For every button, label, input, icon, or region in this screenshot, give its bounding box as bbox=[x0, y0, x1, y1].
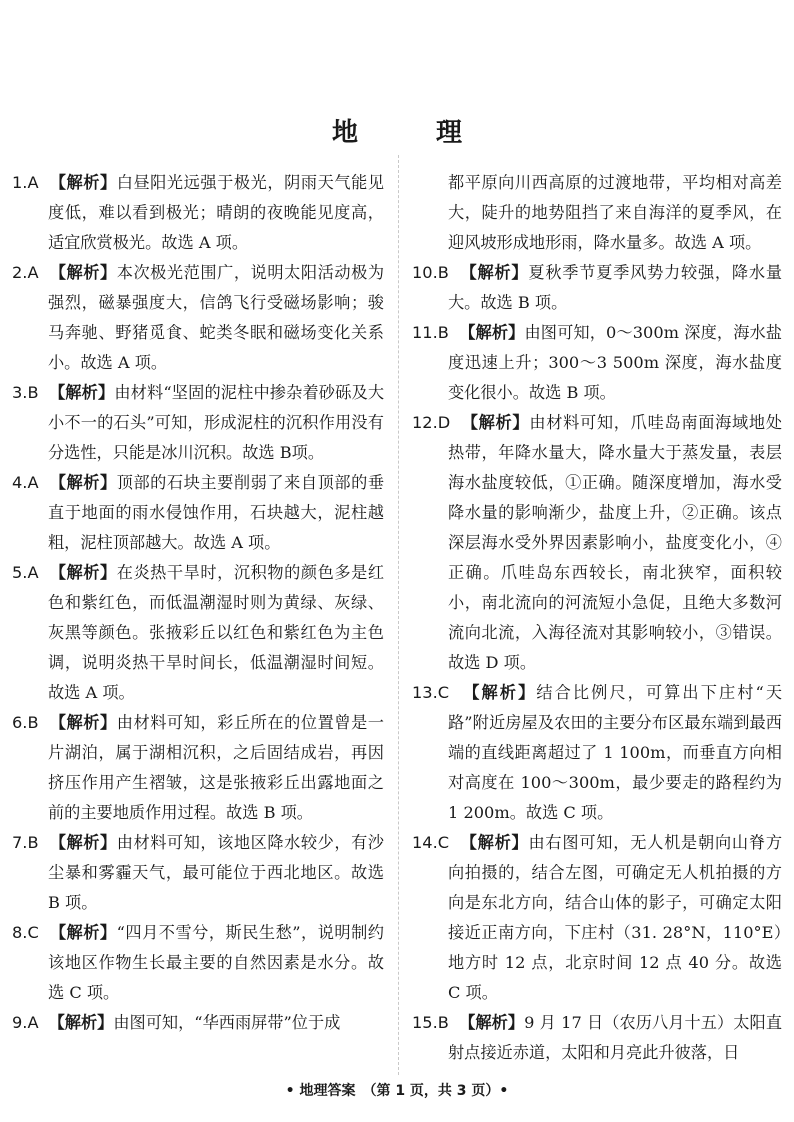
answer-item bbox=[12, 168, 384, 258]
analysis-tag: 【解析】 bbox=[468, 833, 529, 852]
answer-text: 夏秋季节夏季风势力较强，降水量大。故选 B 项。 bbox=[448, 263, 783, 312]
answer-item bbox=[12, 558, 384, 708]
answer-number: 12.D bbox=[412, 413, 451, 432]
analysis-tag: 【解析】 bbox=[57, 833, 117, 852]
answer-number: 8.C bbox=[12, 923, 39, 942]
answer-number: 14.C bbox=[412, 833, 450, 852]
answer-item bbox=[12, 378, 384, 468]
analysis-tag: 【解析】 bbox=[467, 323, 525, 342]
answer-item bbox=[412, 828, 782, 1008]
answer-number: 7.B bbox=[12, 833, 39, 852]
answer-number: 5.A bbox=[12, 563, 39, 582]
analysis-tag: 【解析】 bbox=[471, 683, 537, 702]
analysis-tag: 【解析】 bbox=[468, 263, 529, 282]
answer-text: 由材料“坚固的泥柱中掺杂着砂砾及大小不一的石头”可知，形成泥柱的沉积作用没有分选性，只能是冰川沉积。故选 B项。 bbox=[48, 383, 385, 462]
column-divider bbox=[398, 155, 399, 1075]
analysis-tag: 【解析】 bbox=[467, 1013, 525, 1032]
answer-number: 11.B bbox=[412, 323, 449, 342]
answer-item bbox=[12, 1008, 384, 1038]
answer-number: 10.B bbox=[412, 263, 449, 282]
answer-text: 本次极光范围广，说明太阳活动极为强烈，磁暴强度大，信鸽飞行受磁场影响；骏马奔驰、野猪觅食、蛇类冬眠和磁场变化关系小。故选 A 项。 bbox=[48, 263, 385, 372]
page-footer: • 地理答案 （第 1 页，共 3 页）• bbox=[285, 1083, 509, 1099]
answer-text: 由材料可知，爪哇岛南面海域地处热带，年降水量大，降水量大于蒸发量，表层海水盐度较低，①正确。随深度增加，海水受降水量的影响渐少，盐度上升，②正确。该点深层海水受外界因素影响小，盐度变化小，④正确。爪哇岛东西较长，南北狭窄，面积较小，南北流向的河流短小急促，且绝大多数河流向北流，入海径流对其影响较小，③错误。故选 D 项。 bbox=[448, 413, 783, 672]
answer-item bbox=[412, 408, 782, 678]
answer-text: 结合比例尺，可算出下庄村“天路”附近房屋及农田的主要分布区最东端到最西端的直线距离超过了 1 100m，而垂直方向相对高度在 100～300m，最少要走的路程约为 1 200m。故选 C 项。 bbox=[448, 683, 783, 822]
analysis-tag: 【解析】 bbox=[57, 563, 117, 582]
answer-number: 15.B bbox=[412, 1013, 449, 1032]
analysis-tag: 【解析】 bbox=[57, 473, 117, 492]
answer-number: 9.A bbox=[12, 1013, 39, 1032]
page-title: 地 理 bbox=[331, 118, 488, 148]
answer-text: 由图可知，“华西雨屏带”位于成 bbox=[113, 1013, 341, 1032]
answer-text: 由图可知，0～300m 深度，海水盐度迅速上升；300～3 500m 深度，海水盐度变化很小。故选 B 项。 bbox=[448, 323, 782, 402]
answer-text: 白昼阳光远强于极光，阴雨天气能见度低，难以看到极光；晴朗的夜晚能见度高，适宜欣赏极光。故选 A 项。 bbox=[48, 173, 385, 252]
answer-number: 1.A bbox=[12, 173, 39, 192]
answer-item bbox=[12, 258, 384, 378]
answer-text: 由材料可知，彩丘所在的位置曾是一片湖泊，属于湖相沉积，之后固结成岩，再因挤压作用产生褶皱，这是张掖彩丘出露地面之前的主要地质作用过程。故选 B 项。 bbox=[48, 713, 384, 822]
answer-item bbox=[12, 468, 384, 558]
right-column bbox=[412, 168, 782, 1068]
answer-item bbox=[12, 708, 384, 828]
answer-number: 13.C bbox=[412, 683, 450, 702]
left-column bbox=[12, 168, 384, 1038]
analysis-tag: 【解析】 bbox=[56, 1013, 114, 1032]
answer-item bbox=[412, 318, 782, 408]
answer-item bbox=[12, 918, 384, 1008]
answer-text: 由材料可知，该地区降水较少，有沙尘暴和雾霾天气，最可能位于西北地区。故选 B 项。 bbox=[48, 833, 384, 912]
answer-item bbox=[412, 678, 782, 828]
analysis-tag: 【解析】 bbox=[57, 713, 117, 732]
answer-number: 4.A bbox=[12, 473, 39, 492]
analysis-tag: 【解析】 bbox=[57, 923, 117, 942]
answer-number: 3.B bbox=[12, 383, 39, 402]
answer-item bbox=[12, 828, 384, 918]
answer-text: 9 月 17 日（农历八月十五）太阳直射点接近赤道，太阳和月亮此升彼落，日 bbox=[448, 1013, 783, 1062]
answer-text: 由右图可知，无人机是朝向山脊方向拍摄的，结合左图，可确定无人机拍摄的方向是东北方向，结合山体的影子，可确定太阳接近正南方向，下庄村（31. 28°N，110°E）地方时 12 点，北京时间 12 点 40 分。故选 C 项。 bbox=[448, 833, 783, 1002]
answer-text: “四月不雪兮，斯民生愁”，说明制约该地区作物生长最主要的自然因素是水分。故选 C 项。 bbox=[48, 923, 384, 1002]
analysis-tag: 【解析】 bbox=[57, 173, 117, 192]
answer-text: 在炎热干旱时，沉积物的颜色多是红色和紫红色，而低温潮湿时则为黄绿、灰绿、灰黑等颜色。张掖彩丘以红色和紫红色为主色调，说明炎热干旱时间长，低温潮湿时间短。故选 A 项。 bbox=[48, 563, 385, 702]
analysis-tag: 【解析】 bbox=[469, 413, 530, 432]
answer-item bbox=[412, 1008, 782, 1068]
answer-number: 2.A bbox=[12, 263, 39, 282]
answer-number: 6.B bbox=[12, 713, 39, 732]
answer-text: 顶部的石块主要削弱了来自顶部的垂直于地面的雨水侵蚀作用，石块越大，泥柱越粗，泥柱顶部越大。故选 A 项。 bbox=[48, 473, 385, 552]
analysis-tag: 【解析】 bbox=[57, 383, 115, 402]
continued-answer: 都平原向川西高原的过渡地带，平均相对高差大，陡升的地势阻挡了来自海洋的夏季风，在迎风坡形成地形雨，降水量多。故选 A 项。 bbox=[448, 173, 782, 252]
analysis-tag: 【解析】 bbox=[57, 263, 117, 282]
answer-item bbox=[412, 258, 782, 318]
